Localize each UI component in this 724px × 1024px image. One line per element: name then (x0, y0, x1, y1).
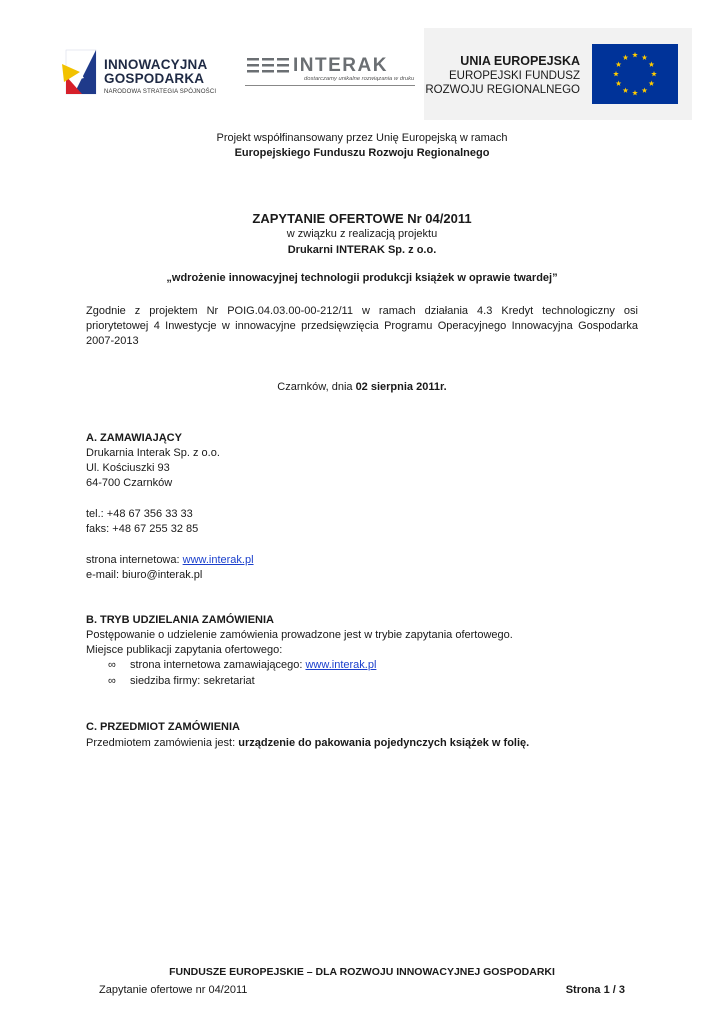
section-b-heading: B. TRYB UDZIELANIA ZAMÓWIENIA (86, 614, 275, 626)
interak-tagline: dostarczamy unikalne rozwiązania w druku (304, 76, 415, 82)
ig-logo-subtitle: NARODOWA STRATEGIA SPÓJNOŚCI (104, 89, 217, 95)
ig-mark-icon (60, 46, 98, 98)
order-subject-line (86, 737, 529, 749)
ig-logo-title (104, 58, 207, 86)
interak-rule (245, 85, 415, 86)
bullet1-label: strona internetowa zamawiającego: (130, 659, 306, 671)
date-line (0, 381, 724, 393)
intro-line2: priorytetowej 4 Inwestycje w innowacyjne przedsięwzięcia Programu Operacyjnego Innowacyjna Gospodarka (86, 320, 638, 332)
procedure-line: Postępowanie o udzielenie zamówienia prowadzone jest w trybie zapytania ofertowego. (86, 629, 513, 641)
title-subline: w związku z realizacją projektu (286, 228, 438, 240)
buyer-city: 64-700 Czarnków (86, 477, 173, 489)
bullet2-text: siedziba firmy: sekretariat (130, 675, 255, 687)
ig-logo-line1: INNOWACYJNA (104, 57, 208, 72)
buyer-street: Ul. Kościuszki 93 (86, 462, 170, 474)
eu-logo-line3: ROZWOJU REGIONALNEGO (425, 84, 580, 96)
eu-logo (424, 28, 692, 120)
interak-stripes-icon (247, 58, 291, 73)
order-subject-prefix: Przedmiotem zamówienia jest: (86, 737, 239, 749)
innowacyjna-gospodarka-logo (60, 44, 230, 102)
date-prefix: Czarnków, dnia (277, 381, 356, 393)
publication-line: Miejsce publikacji zapytania ofertowego: (86, 644, 283, 656)
website-label: strona internetowa: (86, 554, 183, 566)
intro-line3: 2007-2013 (86, 335, 139, 347)
website-link[interactable]: www.interak.pl (182, 554, 254, 566)
footer-title: FUNDUSZE EUROPEJSKIE – DLA ROZWOJU INNOWACYJNEJ GOSPODARKI (169, 966, 555, 978)
list-item (108, 659, 376, 671)
page-number: Strona 1 / 3 (565, 984, 625, 996)
eu-flag-icon (592, 44, 678, 104)
cofinance-line2: Europejskiego Funduszu Rozwoju Regionalnego (234, 147, 490, 159)
buyer-name: Drukarnia Interak Sp. z o.o. (86, 447, 220, 459)
buyer-tel: tel.: +48 67 356 33 33 (86, 508, 193, 520)
infinity-bullet-icon: ∞ (108, 675, 116, 687)
interak-logo (245, 55, 415, 89)
interak-wordmark: INTERAK (293, 55, 388, 76)
section-a-heading: A. ZAMAWIAJĄCY (86, 432, 182, 444)
list-item (108, 675, 255, 687)
cofinance-line1: Projekt współfinansowany przez Unię Europejską w ramach (216, 132, 508, 144)
intro-line1: Zgodnie z projektem Nr POIG.04.03.00-00-212/11 w ramach działania 4.3 Kredyt technologiczny osi (86, 305, 638, 317)
title-company: Drukarni INTERAK Sp. z o.o. (287, 244, 437, 256)
eu-logo-line1: UNIA EUROPEJSKA (460, 54, 580, 68)
buyer-fax: faks: +48 67 255 32 85 (86, 523, 199, 535)
buyer-email: e-mail: biuro@interak.pl (86, 569, 203, 581)
project-name: „wdrożenie innowacyjnej technologii produkcji książek w oprawie twardej” (166, 272, 558, 284)
eu-logo-line2: EUROPEJSKI FUNDUSZ (449, 70, 580, 82)
footer-doc-name: Zapytanie ofertowe nr 04/2011 (99, 984, 248, 996)
buyer-website-line (86, 554, 254, 566)
infinity-bullet-icon: ∞ (108, 659, 116, 671)
order-subject-value: urządzenie do pakowania pojedynczych książek w folię. (238, 737, 530, 749)
document-title: ZAPYTANIE OFERTOWE Nr 04/2011 (252, 211, 472, 226)
section-c-heading: C. PRZEDMIOT ZAMÓWIENIA (86, 721, 240, 733)
bullet-website-link[interactable]: www.interak.pl (305, 659, 377, 671)
intro-paragraph (86, 304, 638, 349)
date-value: 02 sierpnia 2011r. (355, 381, 447, 393)
ig-logo-line2: GOSPODARKA (104, 71, 205, 86)
